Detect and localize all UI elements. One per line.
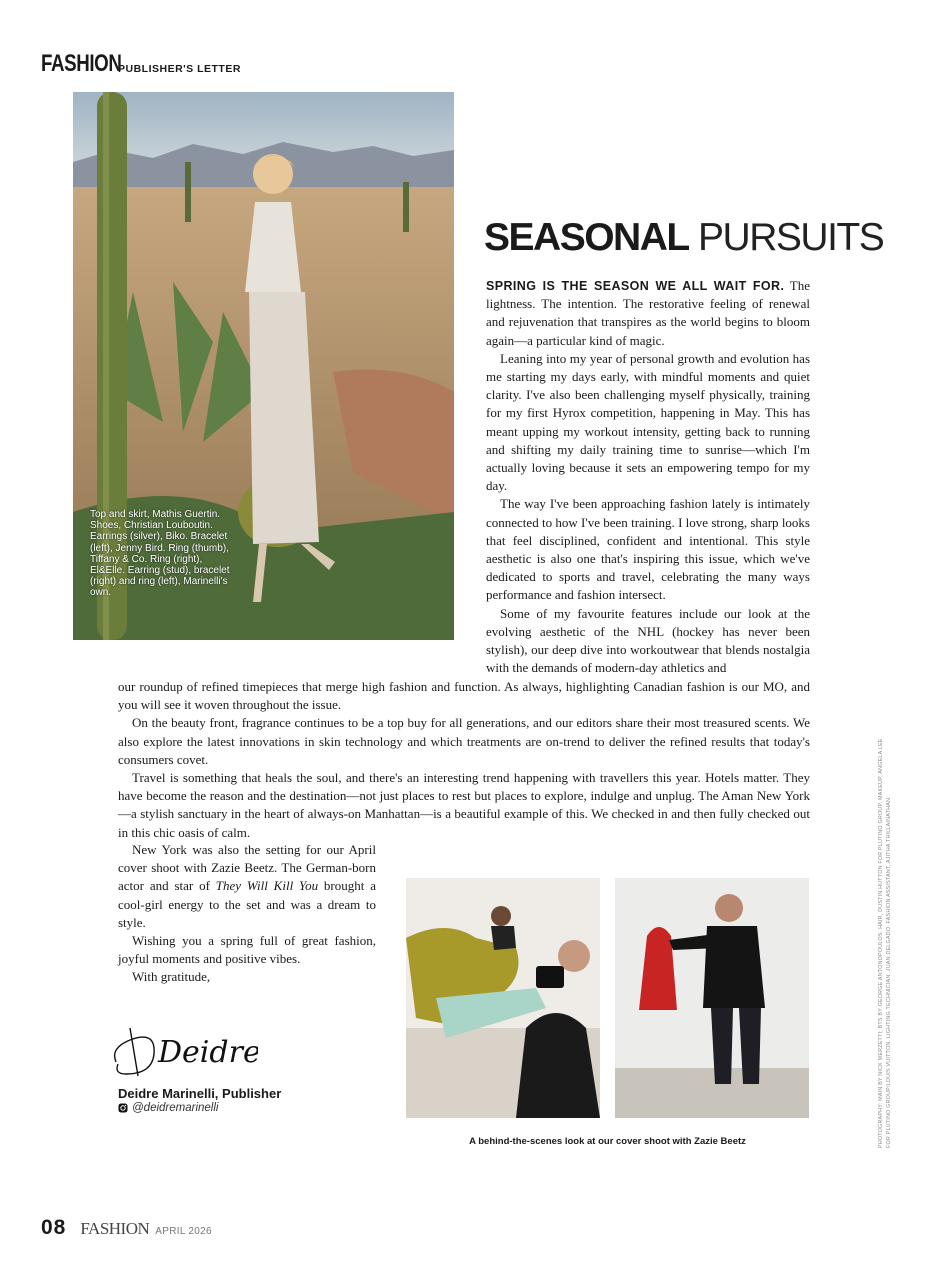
social-handle[interactable] — [118, 1102, 218, 1114]
article-column-right — [486, 277, 810, 677]
section-title: FASHION — [41, 50, 122, 77]
section-kicker: PUBLISHER'S LETTER — [118, 63, 241, 75]
section-header — [41, 50, 241, 78]
footer-magazine: FASHION — [80, 1219, 150, 1238]
headline-light: PURSUITS — [698, 216, 884, 259]
article-paragraph-text: The lightness. The intention. The restorative feeling of renewal and rejuvenation that transpires as the world begins to bloom again—a particular kind of magic. — [486, 278, 810, 348]
article-paragraph: Travel is something that heals the soul, and there's an interesting trend happening with travellers this year. Hotels matter. They have become the reason and the destination—not just places to rest but places to explore, indulge and unplug. The Aman New York—a stylish sanctuary in the heart of always-on Manhattan—is a beautiful example of this. We checked in and then fully checked out in this chic oasis of calm. — [118, 770, 810, 840]
bts-caption: A behind-the-scenes look at our cover shoot with Zazie Beetz — [469, 1136, 746, 1147]
article-text: brought a cool-girl energy to the set and was a dream to style. — [118, 878, 376, 930]
article-paragraph — [486, 277, 810, 350]
headline-bold: SEASONAL — [484, 216, 689, 259]
article-paragraph: Leaning into my year of personal growth and evolution has me starting my days early, with mindful moments and quiet clarity. I've also been challenging myself physically, training for my first Hyrox competition, happening in May. This has meant upping my workout intensity, getting back to running and shifting my daily training time to sunrise—which I'm actually loving because it sets an empowering tempo for my day. — [486, 350, 810, 494]
article-paragraph — [118, 841, 376, 932]
article-paragraph: our roundup of refined timepieces that merge high fashion and function. As always, highlighting Canadian fashion is our MO, and you will see it woven throughout the issue. — [118, 679, 810, 713]
article-paragraph: Some of my favourite features include our look at the evolving aesthetic of the NHL (hockey has never been stylish), our deep dive into workoutwear that blends nostalgia with the demands of modern-day athletics and — [486, 605, 810, 676]
article-paragraph: On the beauty front, fragrance continues to be a top buy for all generations, and our editors share their most treasured scents. We also explore the latest innovations in skin technology and which treatments are on-trend to deliver the refined results that today's consumers covet. — [118, 715, 810, 767]
page-title — [484, 214, 883, 262]
bts-photo-shoot — [406, 878, 600, 1118]
credits-line: FOR PLUTINO GROUP/LOUIS VUITTON. LIGHTING TECHNICIAN, JUAN DELGADO. FASHION ASSISTANT, AJITHA THILLAINATHAN. — [886, 796, 892, 1148]
page-number: 08 — [41, 1216, 67, 1239]
article-lead: SPRING IS THE SEASON WE ALL WAIT FOR. — [486, 279, 785, 293]
instagram-icon — [118, 1103, 128, 1113]
credits-line: PHOTOGRAPHY: MAIN BY NICK MERZETTI; BTS BY GEORGE ANTONOPOULOS. HAIR, DUSTIN HUTTON FOR PLUTINO GROUP. MAKEUP, ANGELA LEE — [878, 738, 884, 1148]
hero-photo — [73, 92, 454, 640]
signature-text: Deidre — [158, 1035, 258, 1070]
article-text: New York was also the setting for our April cover shoot with Zazie Beetz. The German-born actor and star of — [118, 842, 376, 894]
page-footer — [41, 1216, 212, 1240]
signature — [108, 1020, 258, 1080]
hero-caption: Top and skirt, Mathis Guertin. Shoes, Christian Louboutin. Earrings (silver), Biko. Bracelet (left), Jenny Bird. Ring (thumb), Tiffany & Co. Ring (right), El&Elle. Earring (stud), bracelet (right) and ring (left), Marinelli's own. — [90, 509, 230, 599]
article-paragraph: The way I've been approaching fashion lately is intimately connected to how I've been training. I love strong, sharp looks that feel disciplined, confident and intentional. This style aesthetic is also one that's inspiring this issue, which we've dedicated to sports and travel, celebrating the many ways performance and fashion intersect. — [486, 496, 810, 603]
footer-date: APRIL 2026 — [155, 1226, 212, 1237]
article-column-wide — [118, 678, 810, 842]
photo-credits — [877, 668, 893, 1148]
handle-text: @deidremarinelli — [132, 1102, 219, 1114]
film-title: They Will Kill You — [215, 878, 319, 894]
article-paragraph: Wishing you a spring full of great fashion, joyful moments and positive vibes. — [118, 933, 376, 967]
article-column-left — [118, 841, 376, 987]
bts-photo-stylist — [615, 878, 809, 1118]
publisher-name: Deidre Marinelli, Publisher — [118, 1086, 282, 1101]
article-paragraph: With gratitude, — [132, 969, 211, 985]
